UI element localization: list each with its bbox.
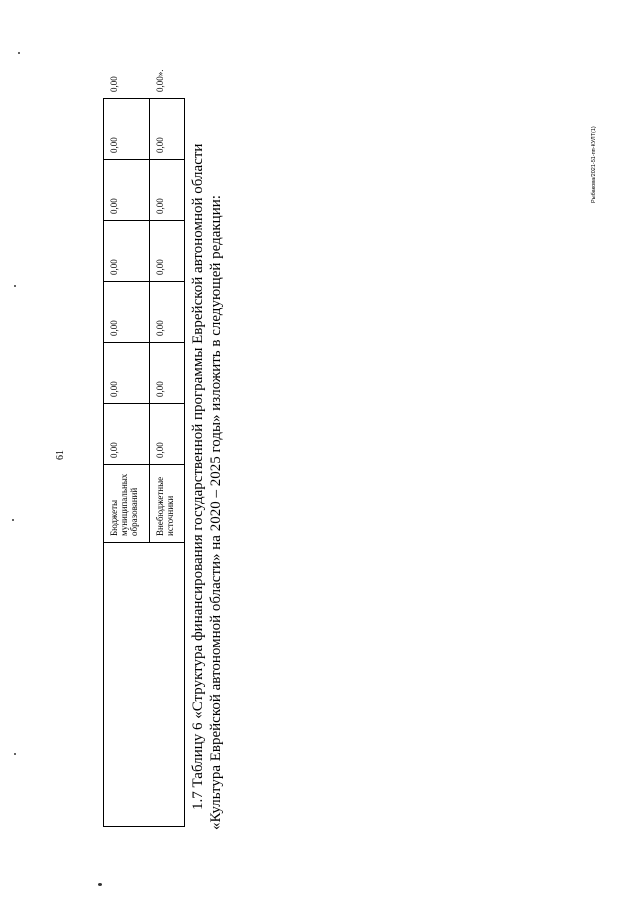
table-cell-value: 0,00: [104, 160, 150, 221]
table-cell-value: 0,00: [104, 282, 150, 343]
scan-speck: [98, 883, 102, 886]
table-cell-value: 0,00: [104, 99, 150, 160]
table-cell-value: 0,00: [149, 282, 184, 343]
table-cell-value: 0,00: [149, 99, 184, 160]
table-cell-value: 0,00: [149, 221, 184, 282]
table-cell-value: 0,00: [149, 160, 184, 221]
table-cell-value: 0,00: [104, 343, 150, 404]
table-row: Внебюджетные источники 0,00 0,00 0,00 0,00 0,00 0,00 0,00».: [149, 99, 184, 827]
table-cell-source: Внебюджетные источники: [149, 465, 184, 543]
scan-speck: [14, 285, 16, 287]
document-code: Рыбакова/2021-51-пп-КУЛТ(1): [591, 126, 597, 203]
scan-speck: [18, 52, 20, 54]
scan-speck: [12, 519, 14, 521]
table-cell-value: 0,00: [149, 343, 184, 404]
table-cell-value: 0,00: [104, 404, 150, 465]
scan-speck: [14, 753, 16, 755]
table-cell-empty: [104, 543, 185, 827]
amendment-paragraph: 1.7 Таблицу 6 «Структура финансирования государственной программы Еврейской автономной области «Культура Еврейской автономной области» на 2020 – 2025 годы» изложить в следующей редакции:: [190, 143, 224, 830]
table-cell-value: 0,00: [149, 404, 184, 465]
table-cell-source: Бюджеты муниципальных образований: [104, 465, 150, 543]
table-row: Бюджеты муниципальных образований 0,00 0,00 0,00 0,00 0,00 0,00 0,00: [104, 99, 150, 827]
financing-table: [103, 69, 185, 827]
table-cell-value: 0,00: [104, 221, 150, 282]
page-number: 61: [55, 450, 66, 460]
